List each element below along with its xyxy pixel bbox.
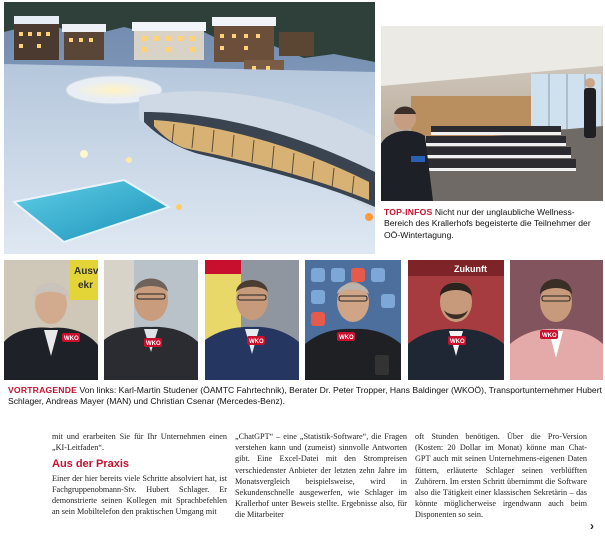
mic-label: WKO — [146, 341, 161, 347]
top-infos-caption — [384, 207, 602, 241]
article-paragraph: Einer der hier bereits viele Schritte absolviert hat, ist Fachgruppenobmann-Stv. Hubert Schlager. Er demonstrierte seinen Kollegen mit Sprachbefehlen an sein Mobiltelefon den praktischen Umgang mit — [52, 473, 227, 517]
caption-keyword: TOP-INFOS — [384, 207, 433, 217]
article-paragraph: „ChatGPT“ – eine „Statistik-Software“, die Fragen verstehen kann und (zumeist) sinnvolle Antworten gibt. Eine Excel-Datei mit den Strompreisen verschiedenster Anbieter der letzten zehn Jahre im Monatsvergleich beispielsweise, wird in Sekundenschnelle ausgewerfen, wie Schlager im Krallerhof unter Beweis stellte. Ergebnisse also, für die Mitarbeiter — [235, 432, 407, 520]
caption-keyword: VORTRAGENDE — [8, 385, 78, 395]
section-heading: Aus der Praxis — [52, 458, 130, 471]
caption-text: Von links: Karl-Martin Studener (ÖAMTC Fahrtechnik), Berater Dr. Peter Tropper, Hans Baldinger (WKOÖ), Transportunternehmer Hubert Schlager, Andreas Mayer (MAN) und Christian Csenar (Mercedes-Benz). — [8, 385, 602, 407]
mic-label: WKO — [450, 339, 465, 345]
speaker-photo-6 — [510, 260, 603, 380]
speaker-photo-1 — [4, 260, 98, 380]
mic-label: WKO — [339, 335, 354, 341]
resort-photo — [4, 2, 375, 254]
mic-label: WKO — [64, 336, 79, 342]
banner-text: Ausv — [74, 266, 98, 277]
mic-label: WKO — [249, 339, 264, 345]
speaker-photo-5 — [408, 260, 504, 380]
banner-text: ekr — [78, 280, 94, 291]
conference-photo — [381, 26, 603, 201]
article-column-2 — [235, 431, 407, 521]
article-column-3 — [415, 431, 587, 521]
speaker-photo-3 — [205, 260, 299, 380]
speaker-photo-4 — [305, 260, 401, 380]
continue-arrow-icon[interactable]: › — [590, 519, 594, 533]
article-paragraph: mit und erarbeiten Sie für Ihr Unternehmen einen „KI-Leitfaden“. — [52, 432, 227, 453]
speaker-photo-2 — [104, 260, 198, 380]
article-column-1 — [52, 431, 227, 517]
caption-text: Nicht nur der unglaubliche Wellness-Bereich des Krallerhofs begeisterte die Teilnehmer der OÖ-Wintertagung. — [384, 207, 591, 240]
banner-text: Zukunft — [454, 264, 487, 274]
speakers-caption — [8, 385, 602, 408]
article-paragraph: oft Stunden benötigen. Über die Pro-Version (Kosten: 20 Dollar im Monat) könne man Chat-GPT auch mit seinen Unternehmens-eigenen Daten füttern, erläuterte Schlager seinen verblüfften Zuhörern. Im ersten Schritt übernimmt die Software also die Tätigkeit einer klassischen Sekretärin – das könnte möglicherweise irgendwann auch beim Disponenten so sein. — [415, 432, 587, 520]
mic-label: WKO — [542, 333, 557, 339]
